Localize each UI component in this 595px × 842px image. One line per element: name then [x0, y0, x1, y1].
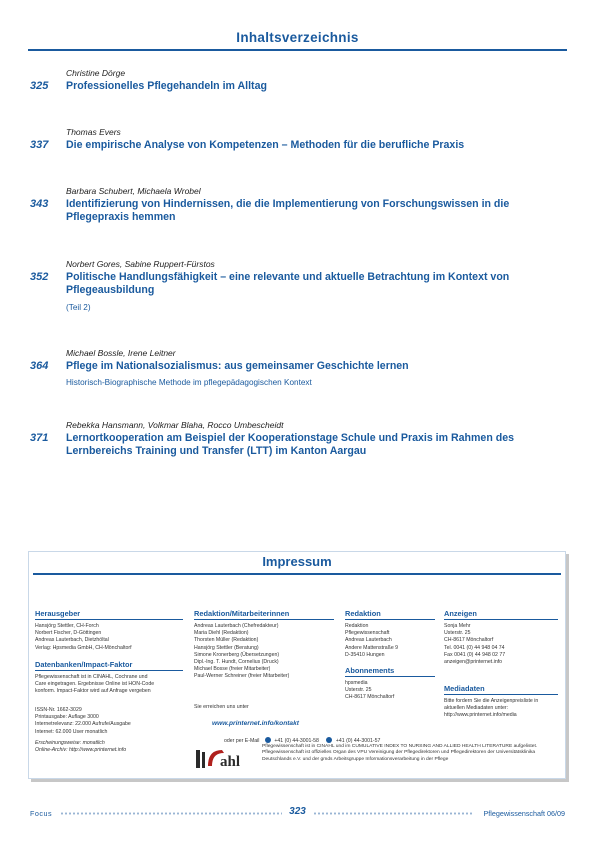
entry-subtitle: Historisch-Biographische Methode im pflegepädagogischen Kontext	[66, 378, 312, 387]
entry-title[interactable]: Identifizierung von Hindernissen, die die Implementierung von Forschungswissen in die Pflegepraxis hemmen	[66, 198, 510, 223]
herausgeber-text: Hansjörg Stettler, CH-Forch Norbert Fischer, D-Göttingen Andreas Lauterbach, Dietzhöltal Verlag: Hpsmedia GmbH, CH-Mönchaltorf	[35, 623, 132, 651]
contact-line	[224, 736, 380, 744]
issn-text: ISSN-Nr. 1662-3029 Printausgabe: Auflage 3000 Internetrelevanz: 22.000 Aufrufe/Ausgabe Internet: 62.000 User monatlich	[35, 707, 131, 735]
footer-journal: Pflegewissenschaft 06/09	[483, 809, 565, 818]
redaktion-mitarbeiter-text: Andreas Lauterbach (Chefredakteur) Maria Diehl (Redaktion) Thorsten Müller (Redaktion) Hansjörg Stettler (Beratung) Simone Kronerberg (Übersetzungen) Dipl.-Ing. T. Hundt, Cornelius (Druck) Michael Bosse (freier Mitarbeiter) Paul-Werner Schreiner (freier Mitarbeiter)	[194, 623, 290, 680]
entry-title[interactable]: Lernortkooperation am Beispiel der Kooperationstage Schule und Praxis im Rahmen des Lernbereichs Training und Transfer (LTT) im Kanton Aargau	[66, 432, 514, 457]
entry-title[interactable]: Die empirische Analyse von Kompetenzen – Methoden für die berufliche Praxis	[66, 139, 465, 151]
entry-authors: Christine Dörge	[66, 68, 126, 78]
redaktion-text: Redaktion Pflegewissenschaft Andreas Lauterbach Andere Mattenstraße 9 D-35410 Hungen	[345, 623, 399, 658]
entry-title[interactable]: Pflege im Nationalsozialismus: aus gemeinsamer Geschichte lernen	[66, 360, 409, 372]
entry-page-number: 371	[30, 432, 49, 444]
column-divider	[345, 676, 435, 677]
toc-title: Inhaltsverzeichnis	[236, 30, 359, 45]
entry-page-number: 343	[30, 198, 49, 210]
cinahl-logo	[194, 744, 256, 772]
column-divider	[194, 619, 334, 620]
abonnements-heading: Abonnements	[345, 666, 395, 675]
fax-icon	[326, 737, 332, 743]
datenbanken-text: Pflegewissenschaft ist in CINAHL, Cochrane und Care eingetragen. Ergebnisse Online ist HON-Code konform. Impact-Faktor wird auf Anfrage vergeben	[35, 674, 155, 695]
entry-authors: Norbert Gores, Sabine Ruppert-Fürstos	[66, 259, 215, 269]
mediadaten-heading: Mediadaten	[444, 684, 485, 693]
redaktion-mitarbeiter-heading: Redaktion/Mitarbeiterinnen	[194, 609, 290, 618]
erscheinung-text: Erscheinungsweise: monatlich Online-Archiv: http://www.printernet.info	[35, 740, 127, 754]
column-divider	[35, 619, 183, 620]
impressum-divider	[33, 573, 561, 575]
column-divider	[444, 619, 558, 620]
column-divider	[345, 619, 435, 620]
entry-authors: Barbara Schubert, Michaela Wrobel	[66, 186, 201, 196]
footer-page-number: 323	[289, 806, 306, 817]
cinahl-note: Pflegewissenschaft ist in CINAHL und im CUMULATIVE INDEX TO NURSING AND ALLIED HEALTH LITERATURE aufgelistet. Pflegewissenschaft ist offizielles Organ des VPU Vereinigung der Pflegedirektoren und Pflegedirektoren der Universitätsklinika Deutschlands e.V. und der gmds Arbeitsgruppe Informationsverarbeitung in der Pflege	[262, 744, 538, 762]
entry-page-number: 325	[30, 80, 49, 92]
title-divider	[28, 49, 567, 51]
anzeigen-heading: Anzeigen	[444, 609, 477, 618]
entry-subtitle: (Teil 2)	[66, 303, 91, 312]
phone-icon	[265, 737, 271, 743]
mediadaten-text: Bitte fordern Sie die Anzeigenpreisliste in aktuellen Mediadaten unter: http://www.printernet.info/media	[444, 698, 539, 719]
redaktion-heading: Redaktion	[345, 609, 381, 618]
impressum-box	[28, 551, 566, 779]
column-divider	[35, 670, 183, 671]
impressum-title: Impressum	[262, 554, 332, 569]
phone-number: +41 (0) 44-3001-58	[274, 738, 319, 744]
footer-section: Focus	[30, 809, 53, 818]
entry-page-number: 337	[30, 139, 49, 151]
svg-text:ahl: ahl	[220, 754, 241, 770]
fax-number: +41 (0) 44-3001-57	[335, 738, 381, 744]
entry-page-number: 352	[30, 271, 49, 283]
contact-note: Sie erreichen uns unter	[194, 704, 249, 710]
anzeigen-text: Sonja Mehr Usterstr. 25 CH-8617 Mönchaltorf Tel. 0041 (0) 44 948 04 74 Fax 0041 (0) 44 948 02 77 anzeigen@printernet.info	[444, 623, 506, 666]
entry-title[interactable]: Politische Handlungsfähigkeit – eine relevante und aktuelle Betrachtung im Kontext von Pflegeausbildung	[66, 271, 510, 296]
column-divider	[444, 694, 558, 695]
datenbanken-heading: Datenbanken/Impact-Faktor	[35, 660, 133, 669]
contact-link[interactable]: www.printernet.info/kontakt	[212, 720, 299, 727]
entry-authors: Michael Bossle, Irene Leitner	[66, 348, 176, 358]
contact-prefix: oder per E-Mail	[224, 738, 260, 744]
abonnements-text: hpsmedia Usterstr. 25 CH-8617 Mönchaltorf	[345, 680, 395, 701]
entry-title[interactable]: Professionelles Pflegehandeln im Alltag	[66, 80, 267, 92]
entry-authors: Thomas Evers	[66, 127, 121, 137]
footer-dots	[313, 812, 473, 815]
entry-authors: Rebekka Hansmann, Volkmar Blaha, Rocco Umbescheidt	[66, 420, 284, 430]
entry-page-number: 364	[30, 360, 49, 372]
herausgeber-heading: Herausgeber	[35, 609, 81, 618]
